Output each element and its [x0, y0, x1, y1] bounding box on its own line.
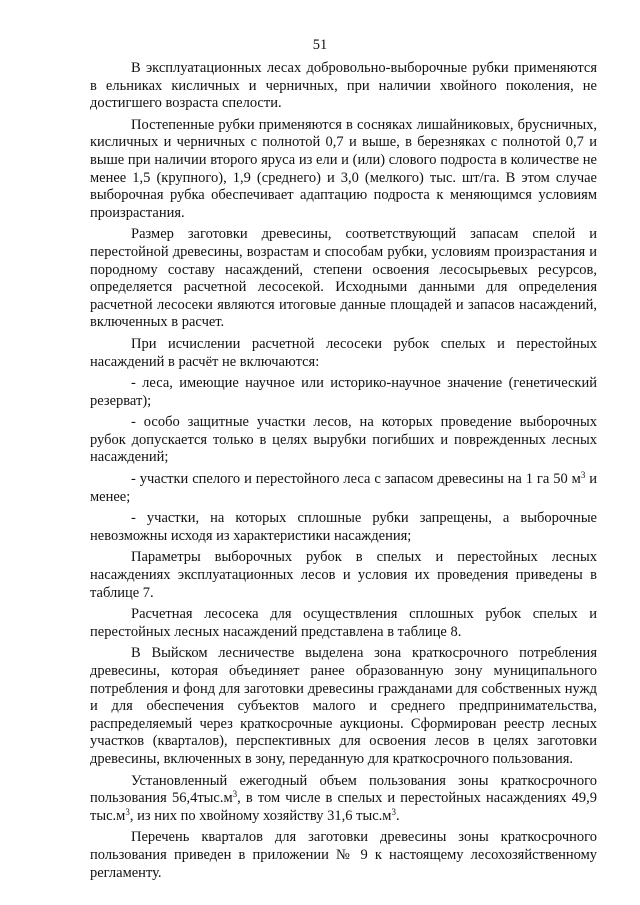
text-run: , в том числе в спелых и перестойных насаждениях 49,9 тыс.м	[90, 790, 597, 824]
paragraph: Постепенные рубки применяются в сосняках лишайниковых, брусничных, кисличных и черничных с полнотой 0,7 и выше, в березняках с полнотой 0,7 и выше при наличии второго яруса из ели и (или) слового подроста в количестве не менее 1,5 (крупного), 1,9 (среднего) и 3,0 (мелкого) тыс. шт/га. В этом случае выборочная рубка обеспечивает адаптацию подроста к меняющимся условиям произрастания.	[90, 116, 597, 221]
paragraph: При исчислении расчетной лесосеки рубок спелых и перестойных насаждений в расчёт не включаются:	[90, 335, 597, 370]
text-run: - участки спелого и перестойного леса с запасом древесины на 1 га 50 м	[131, 471, 581, 488]
list-item: - леса, имеющие научное или историко-научное значение (генетический резерват);	[90, 375, 597, 409]
list-item: - участки, на которых сплошные рубки запрещены, а выборочные невозможны исходя из характеристики насаждения;	[90, 510, 597, 544]
body-text	[90, 60, 597, 886]
text-run: и менее;	[90, 471, 597, 505]
list-item: - особо защитные участки лесов, на которых проведение выборочных рубок допускается только в целях вырубки погибших и поврежденных лесных насаждений;	[90, 414, 597, 466]
paragraph: Перечень кварталов для заготовки древесины зоны краткосрочного пользования приведен в приложении № 9 к настоящему лесохозяйственному регламенту.	[90, 829, 597, 881]
list-item	[90, 471, 597, 506]
superscript: 3	[580, 470, 586, 481]
paragraph: Расчетная лесосека для осуществления сплошных рубок спелых и перестойных лесных насаждений представлена в таблице 8.	[90, 606, 597, 640]
text-run: , из них по хвойному хозяйству 31,6 тыс.м	[129, 807, 392, 824]
paragraph: Параметры выборочных рубок в спелых и перестойных лесных насаждениях эксплуатационных лесов и условия их проведения приведены в таблице 7.	[90, 549, 597, 601]
superscript: 3	[125, 806, 130, 817]
text-run: .	[395, 807, 400, 824]
superscript: 3	[391, 806, 396, 817]
paragraph: Размер заготовки древесины, соответствующий запасам спелой и перестойной древесины, возрастам и способам рубки, условиям произрастания и породному составу насаждений, степени освоения лесосырьевых ресурсов, определяется расчетной лесосекой. Исходными данными для определения расчетной лесосеки являются итоговые данные площадей и запасов насаждений, включенных в расчет.	[90, 226, 597, 331]
superscript: 3	[232, 789, 238, 800]
page-number: 51	[312, 37, 328, 53]
paragraph: В эксплуатационных лесах добровольно-выборочные рубки применяются в ельниках кисличных и черничных, при наличии хвойного поколения, не достигшего возраста спелости.	[90, 60, 597, 112]
paragraph: В Выйском лесничестве выделена зона краткосрочного потребления древесины, которая объединяет ранее образованную зону муниципального потребления и фонд для заготовки древесины гражданами для собственных нужд и для обеспечения субъектов малого и среднего предпринимательства, распределяемый через краткосрочные аукционы. Сформирован реестр лесных участков (кварталов), перспективных для освоения лесов в целях заготовки древесины, включенных в зону, переданную для краткосрочного пользования.	[90, 645, 597, 767]
text-run: Установленный ежегодный объем пользования зоны краткосрочного пользования 56,4тыс.м	[90, 772, 597, 807]
paragraph	[90, 773, 597, 826]
